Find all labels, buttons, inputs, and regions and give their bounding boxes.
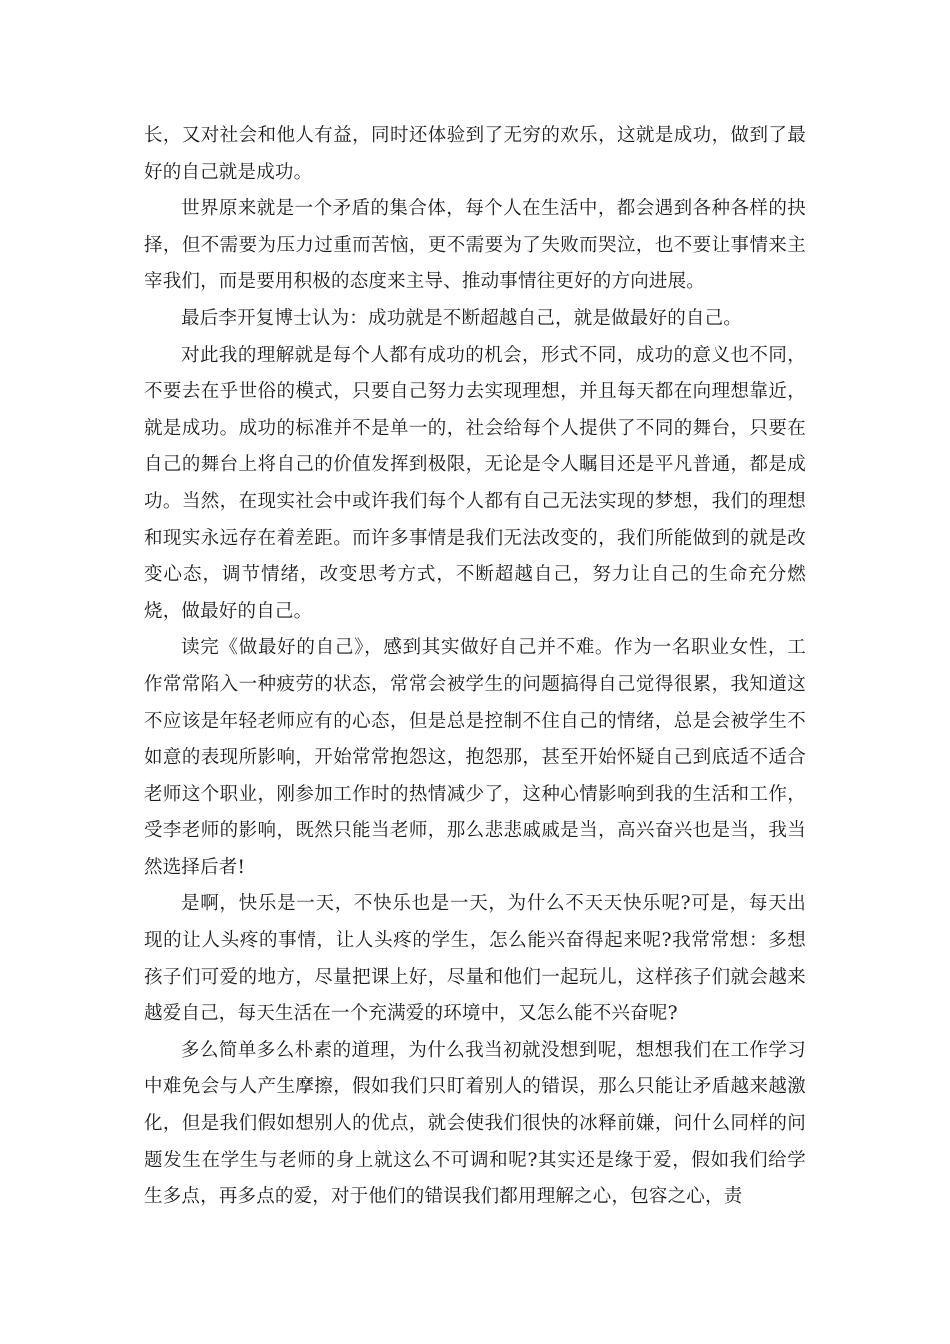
document-body — [144, 118, 806, 1216]
paragraph-7: 多么简单多么朴素的道理，为什么我当初就没想到呢，想想我们在工作学习中难免会与人产生摩擦，假如我们只盯着别人的错误，那么只能让矛盾越来越激化，但是我们假如想别人的优点，就会使我们很快的冰释前嫌，问什么同样的问题发生在学生与老师的身上就这么不可调和呢?其实还是缘于爱，假如我们给学生多点，再多点的爱，对于他们的错误我们都用理解之心，包容之心，责 — [144, 1039, 806, 1208]
paragraph-2: 世界原来就是一个矛盾的集合体，每个人在生活中，都会遇到各种各样的抉择，但不需要为压力过重而苦恼，更不需要为了失败而哭泣，也不要让事情来主宰我们，而是要用积极的态度来主导、推动事情往更好的方向进展。 — [144, 198, 806, 293]
paragraph-3: 最后李开复博士认为：成功就是不断超越自己，就是做最好的自己。 — [181, 307, 743, 329]
paragraph-5: 读完《做最好的自己》，感到其实做好自己并不难。作为一名职业女性，工作常常陷入一种疲劳的状态，常常会被学生的问题搞得自己觉得很累，我知道这不应该是年轻老师应有的心态，但是总是控制不住自己的情绪，总是会被学生不如意的表现所影响，开始常常抱怨这，抱怨那，甚至开始怀疑自己到底适不适合老师这个职业，刚参加工作时的热情减少了，这种心情影响到我的生活和工作，受李老师的影响，既然只能当老师，那么悲悲戚戚是当，高兴奋兴也是当，我当然选择后者! — [144, 637, 806, 878]
paragraph-6: 是啊，快乐是一天，不快乐也是一天，为什么不天天快乐呢?可是，每天出现的让人头疼的事情，让人头疼的学生，怎么能兴奋得起来呢?我常常想：多想孩子们可爱的地方，尽量把课上好，尽量和他们一起玩儿，这样孩子们就会越来越爱自己，每天生活在一个充满爱的环境中，又怎么能不兴奋呢? — [144, 893, 806, 1025]
paragraph-4: 对此我的理解就是每个人都有成功的机会，形式不同，成功的意义也不同，不要去在乎世俗的模式，只要自己努力去实现理想，并且每天都在向理想靠近，就是成功。成功的标准并不是单一的，社会给每个人提供了不同的舞台，只要在自己的舞台上将自己的价值发挥到极限，无论是令人瞩目还是平凡普通，都是成功。当然，在现实社会中或许我们每个人都有自己无法实现的梦想，我们的理想和现实永远存在着差距。而许多事情是我们无法改变的，我们所能做到的就是改变心态，调节情绪，改变思考方式，不断超越自己，努力让自己的生命充分燃烧，做最好的自己。 — [144, 344, 806, 622]
paragraph-1: 长，又对社会和他人有益，同时还体验到了无穷的欢乐，这就是成功，做到了最好的自己就是成功。 — [144, 125, 806, 183]
